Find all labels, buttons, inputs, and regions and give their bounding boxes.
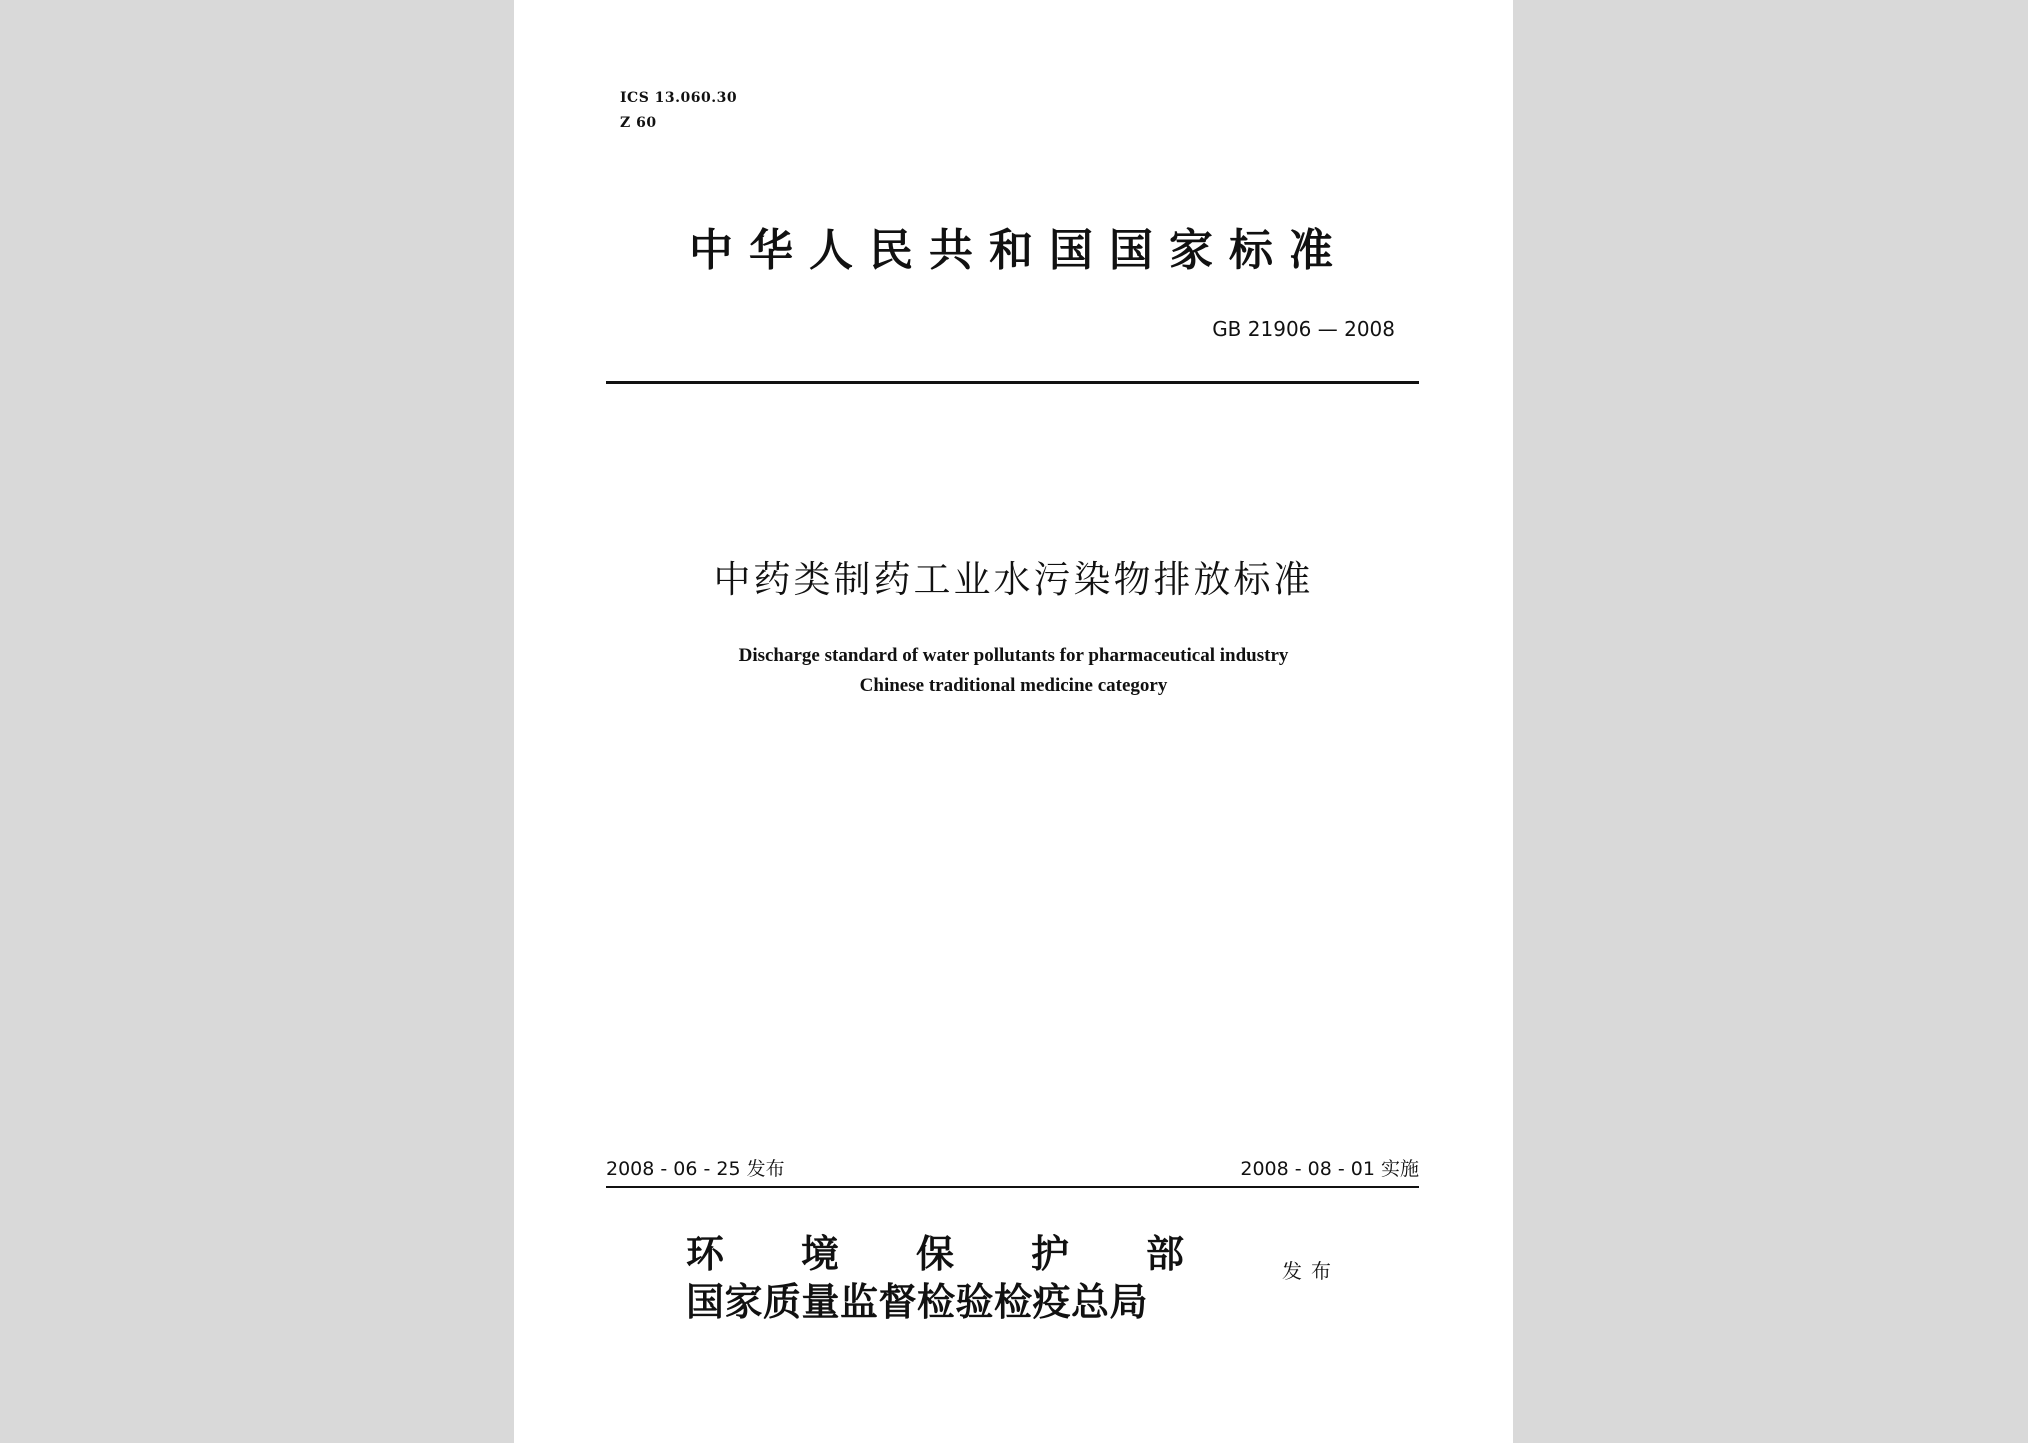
header-divider [606,381,1419,384]
issuer-ministry-char: 环 [686,1231,725,1276]
implementation-date: 2008 - 08 - 01 实施 [1240,1158,1419,1180]
standard-number: GB 21906 — 2008 [1212,317,1395,341]
issuer-ministry [686,1230,1184,1278]
published-label: 发布 [1282,1259,1340,1283]
ccs-code: Z 60 [620,115,657,131]
document-title-en [514,641,1513,701]
title-en-line1: Discharge standard of water pollutants for pharmaceutical industry [738,645,1289,666]
issuer-ministry-char: 境 [800,1231,839,1276]
national-standard-title: 中华人民共和国国家标准 [689,225,1349,276]
issuer-ministry-char: 部 [1145,1231,1184,1276]
document-title-cn: 中药类制药工业水污染物排放标准 [713,558,1314,601]
footer-divider [606,1186,1419,1188]
ics-code: ICS 13.060.30 [620,90,738,106]
issuer-ministry-char: 保 [915,1231,954,1276]
issue-date: 2008 - 06 - 25 发布 [606,1158,785,1180]
issuer-ministry-char: 护 [1030,1231,1069,1276]
document-page [514,0,1513,1443]
issuer-aqsiq: 国家质量监督检验检疫总局 [686,1279,1149,1324]
title-en-line2: Chinese traditional medicine category [859,675,1168,696]
classification-codes [620,86,737,136]
